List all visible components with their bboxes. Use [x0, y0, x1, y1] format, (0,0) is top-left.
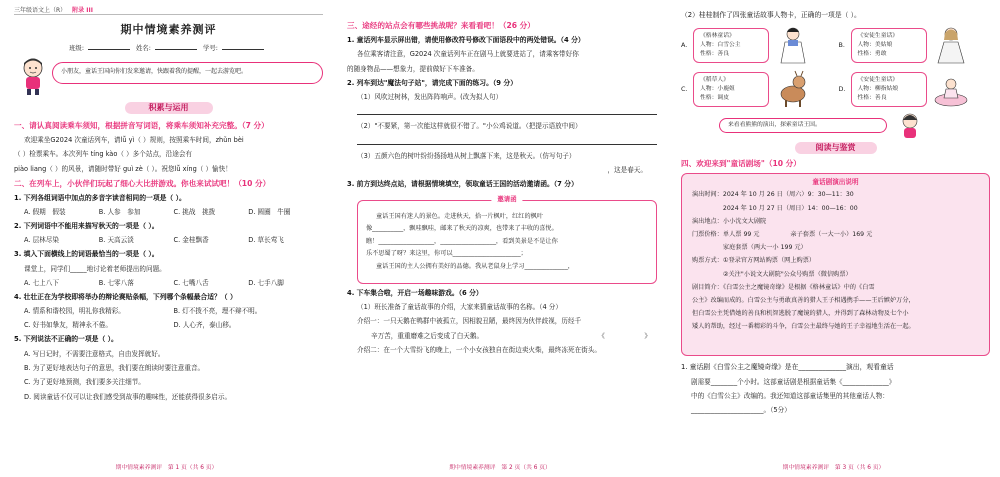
option[interactable]: C. 好书如挚友，精神永不倦。 — [24, 321, 112, 330]
character-cards — [681, 26, 990, 108]
notice-line: 演出时间：2024 年 10 月 26 日（周六）9：30—11：30 — [692, 191, 854, 199]
option[interactable]: D. 人心齐，泰山移。 — [173, 321, 236, 330]
option[interactable]: C. 七嘴八舌 — [173, 279, 209, 288]
notice-line: ②关注"小说文大剧院"公众号购票（微信购票） — [692, 270, 852, 278]
invite-line: 童话王国的主人公拥有美好的品德。我从老鼠身上学习______________， — [376, 262, 574, 270]
question-3-sentence: 课堂上，同学们_____地讨论着老师提出的问题。 — [24, 264, 166, 273]
section-2-heading: 二、在列车上，小伙伴们玩起了细心大比拼游戏。你也来试试吧！（10 分） — [14, 178, 271, 188]
question-2: 2. 下列词语中不能用来描写秋天的一项是（ ）。 — [14, 222, 159, 231]
answer-line[interactable] — [357, 104, 657, 115]
option[interactable]: D. 草长莺飞 — [248, 236, 284, 245]
character-card-a[interactable] — [681, 26, 833, 64]
question-2-options — [14, 233, 323, 247]
thumbelina-illustration — [931, 70, 971, 108]
card-character: 人物：柳指姑娘 — [857, 85, 899, 92]
notice-line: 门票价格：单人票 99 元 亲子套票（一大一小）169 元 — [692, 230, 873, 238]
guide-row — [681, 112, 990, 138]
text-line: 的随身物品——想象力，提前做好下车准备。 — [347, 64, 479, 73]
question-3: 3. 前方到达终点站，请根据情境填空，领取童话王国的活动邀请函。（7 分） — [347, 180, 578, 189]
question-2: 2. 列车到达"魔法句子站"，请完成下面的练习。（9 分） — [347, 78, 517, 87]
guide-girl-illustration — [895, 112, 925, 138]
card-trait: 性格：善良 — [857, 94, 887, 101]
notice-line: 2024 年 10 月 27 日（周日）14：00—16：00 — [692, 204, 858, 212]
deer-illustration — [773, 70, 813, 108]
page-footer: 期中情境素养测评 第 3 页（共 6 页） — [782, 465, 885, 471]
text-line: piào liang（ ）的风景，请随时带好 guì zè（ ）。祝您lǚ xíng（ ）愉快！ — [14, 164, 232, 173]
name-field[interactable] — [155, 49, 197, 50]
option[interactable]: A. 假期 假装 — [24, 208, 66, 217]
card-book: 《格林童话》 — [700, 32, 735, 39]
question-2-part-2: （2）"不要紧，第一次能这样就很不错了。"小公鸡说道。（把提示语放中间） — [357, 122, 582, 131]
notice-line: 剧目简介：《白雪公主之魔镜奇缘》是根据《格林童话》中的《白雪 — [692, 283, 875, 291]
character-card-c[interactable] — [681, 70, 833, 108]
question-4: 4. 壮壮正在为学校即将举办的辩论赛贴条幅，下列哪个条幅最合适？（ ） — [14, 293, 237, 302]
invitation-card — [357, 194, 657, 284]
page-footer: 期中情境素养测评 第 1 页（共 6 页） — [115, 465, 218, 471]
character-card-d[interactable] — [839, 70, 991, 108]
answer-bracket[interactable]: 《 》 — [598, 331, 651, 340]
grade-label: 三年级语文上（R） — [14, 6, 67, 14]
guide-speech-bubble: 来看看熊熊的演出，探索童话王国。 — [719, 118, 887, 133]
card-letter: D. — [838, 84, 846, 93]
question-1-options — [14, 205, 323, 219]
page-3 — [667, 0, 1000, 477]
notice-line: 公主》改编而成的。白雪公主与勇敢真善的猎人王子相遇携手——王后嫉妒万分， — [692, 296, 915, 304]
question-2-part-1: （1）风吹过树林，发出阵阵响声。(改为拟人句） — [357, 93, 503, 102]
option[interactable]: A. 情系和谐校园，明礼你我精彩。 — [24, 307, 125, 316]
card-character: 人物：美姑娘 — [857, 41, 893, 48]
intro-speech-bubble: 小朋友，童话王国向你们发来邀请，快跟着我的提醒，一起去游览吧。 — [52, 62, 323, 84]
text-line: 各位乘客请注意，G2024 次童话列车正在剧马上就要进站了，请乘客带好你 — [357, 50, 579, 59]
notice-line: 演出地点：小小沈文大剧院 — [692, 217, 767, 225]
question-2-part-3-ending: ，这是春天。 — [607, 166, 647, 175]
section-1-heading: 一、请认真阅读乘车须知，根据拼音写词语，将乘车须知补充完整。（7 分） — [14, 121, 269, 130]
card-letter: B. — [838, 40, 845, 49]
page-footer: 期中情境素养测评 第 2 页（共 6 页） — [449, 465, 551, 471]
notice-title: 童话剧演出说明 — [812, 178, 859, 187]
notice-line: 但白雪公主凭借她的善良和机智逃脱了魔镜的猎人，并得到了森林动物及七个小 — [692, 310, 909, 318]
option[interactable]: B. 为了更好地表达句子的意思，我们要在朗读时要注意重音。 — [24, 363, 205, 372]
reading-banner — [781, 140, 891, 156]
text-line: （ ）检票乘车。本次列车 tíng kào（ ）多个站点，沿途会有 — [14, 150, 193, 159]
invite-line: 乐不思蜀了呀？来这里，你可以______________________； — [366, 250, 527, 258]
option[interactable]: B. 灯不拨不亮，理不辩不明。 — [173, 307, 262, 316]
section-4-heading: 四、欢迎来到"童话剧场"（10 分） — [681, 159, 801, 169]
option[interactable]: B. 天高云淡 — [98, 236, 134, 245]
class-field[interactable] — [88, 49, 130, 50]
class-label: 班级: — [69, 44, 84, 52]
question-4-part-1: （1）班长准备了童话故事的介绍，大家来猜童话故事的名称。（4 分） — [357, 302, 562, 311]
option[interactable]: D. 阅读童话不仅可以让我们感受到故事的趣味性，还能获得很多启示。 — [24, 392, 232, 401]
option[interactable]: C. 为了更好地预测，我们要多关注细节。 — [24, 378, 145, 387]
invite-line: 童话王国有迷人的景色。走进秋天，拾一片枫叶，红红的枫叶 — [376, 212, 544, 220]
page-title: 期中情境素养测评 — [120, 23, 217, 36]
card-trait: 性格：善良 — [700, 50, 729, 57]
option[interactable]: A. 七上八下 — [24, 279, 59, 288]
notice-line: 矮人的帮助，经过一番精彩的斗争，白雪公主最终与她的王子幸福地生活在一起。 — [692, 323, 915, 331]
card-frame — [851, 72, 927, 107]
question-2: （2）桂桂制作了四张童话故事人物卡，正确的一项是（ ）。 — [681, 11, 861, 19]
guide-boy-illustration — [14, 56, 52, 96]
student-id-field[interactable] — [222, 49, 264, 50]
student-id-label: 学号: — [203, 44, 218, 52]
question-1-line-4: ______________________。（5分） — [691, 406, 791, 415]
section-banner — [119, 100, 219, 116]
card-book: 《安徒生童话》 — [857, 76, 899, 83]
question-1: 1. 童话剧《白雪公主之魔镜奇缘》是在______________演出，观看童话 — [681, 363, 894, 372]
card-letter: A. — [681, 40, 688, 49]
card-frame — [851, 28, 927, 63]
card-character: 人物：小鹿姐 — [700, 85, 735, 92]
option[interactable]: A. 层林尽染 — [24, 236, 59, 245]
question-1-line-2: 剧需要________个小时。这部童话剧是根据童话集《______________》 — [691, 377, 896, 386]
card-frame — [693, 28, 769, 63]
page-header — [14, 4, 323, 15]
banner-label: 阅读与鉴赏 — [815, 143, 856, 153]
page-2 — [333, 0, 667, 477]
option[interactable]: B. 人参 参加 — [98, 208, 141, 217]
intro-1-line-2 — [347, 329, 657, 343]
invitation-title: 邀请函 — [491, 194, 522, 203]
answer-line[interactable] — [357, 134, 657, 145]
question-3: 3. 填入下面横线上的词语最恰当的一项是（ ）。 — [14, 250, 159, 259]
question-1-line-3: 中的《白雪公主》改编的。我还知道这部童话集里的其他童话人物： — [691, 391, 889, 400]
card-book: 《稻草人》 — [700, 76, 729, 83]
option[interactable]: A. 写日记时，不需要注意格式，自由发挥就好。 — [24, 349, 165, 358]
card-letter: C. — [681, 84, 688, 93]
question-4: 4. 下车集合啦，开启一场趣味游戏。（6 分） — [347, 288, 483, 297]
intro-1-line-1: 介绍一：一只天鹅在鸭群中被孤立，因相貌丑陋，最终因为伙伴歧视，历经千 — [357, 317, 582, 326]
appendix-tag: 附录 III — [72, 6, 93, 14]
question-1: 1. 下列各组词语中加点的多音字读音相同的一项是（ ）。 — [14, 193, 186, 202]
card-book: 《安徒生童话》 — [857, 32, 899, 39]
performance-notice — [681, 173, 990, 356]
option[interactable]: C. 金桂飘香 — [173, 236, 209, 245]
character-card-b[interactable] — [839, 26, 991, 64]
option[interactable]: D. 七手八脚 — [248, 279, 284, 288]
princess-illustration — [931, 26, 971, 64]
option[interactable]: B. 七零八落 — [98, 279, 134, 288]
question-4-options-row2 — [14, 318, 323, 332]
text-line: 欢迎乘坐G2024 次童话列车，请lǚ yì（ ）规则，按照乘车时间，zhǔn bèi — [24, 136, 244, 144]
intro-1-text: 辛万苦，重重磨难之后变成了白天鹅。 — [371, 331, 484, 340]
question-1: 1. 童话列车显示屏出错，请使用修改符号修改下面语段中的两处错误。（4 分） — [347, 36, 585, 44]
card-frame — [693, 72, 769, 107]
question-3-options — [14, 276, 323, 290]
question-2-part-3: （3）五颜六色的树叶纷纷扬扬地从树上飘落下来，这是秋天。（仿写句子） — [357, 151, 576, 160]
question-4-options-row1 — [14, 304, 323, 318]
section-3-heading: 三、途经的站点会有哪些挑战呢？来看看吧！（26 分） — [347, 21, 535, 30]
invite-line: 瞧！__________________，__________________，看到美景是不是让你 — [366, 237, 558, 245]
intro-row — [14, 56, 323, 96]
name-label: 姓名: — [136, 44, 151, 52]
student-info — [14, 43, 323, 52]
notice-line: 家庭套票（两大一小 199 元） — [692, 244, 807, 252]
snow-white-illustration — [773, 26, 813, 64]
option[interactable]: C. 挑战 挑拨 — [173, 208, 216, 217]
option[interactable]: D. 圆圈 牛圈 — [248, 208, 291, 217]
page-1 — [0, 0, 333, 477]
intro-2-line: 介绍二：在一个大雪纷飞的晚上，一个小女孩独自在街边卖火柴，最终冻死在街头。 — [357, 345, 601, 354]
notice-line: 购票方式：①登录官方网站购票（网上购票） — [692, 257, 816, 265]
card-trait: 性格：勇敢 — [857, 50, 887, 57]
banner-label: 积累与运用 — [148, 103, 189, 112]
invite-line: 像__________，飘哇飘哇，邮来了秋天的凉爽，也带来了丰收的喜悦。 — [366, 225, 558, 233]
question-5: 5. 下列说法不正确的一项是（ ）。 — [14, 335, 118, 344]
card-character: 人物：白雪公主 — [700, 41, 741, 48]
card-trait: 性格：调皮 — [700, 94, 729, 101]
